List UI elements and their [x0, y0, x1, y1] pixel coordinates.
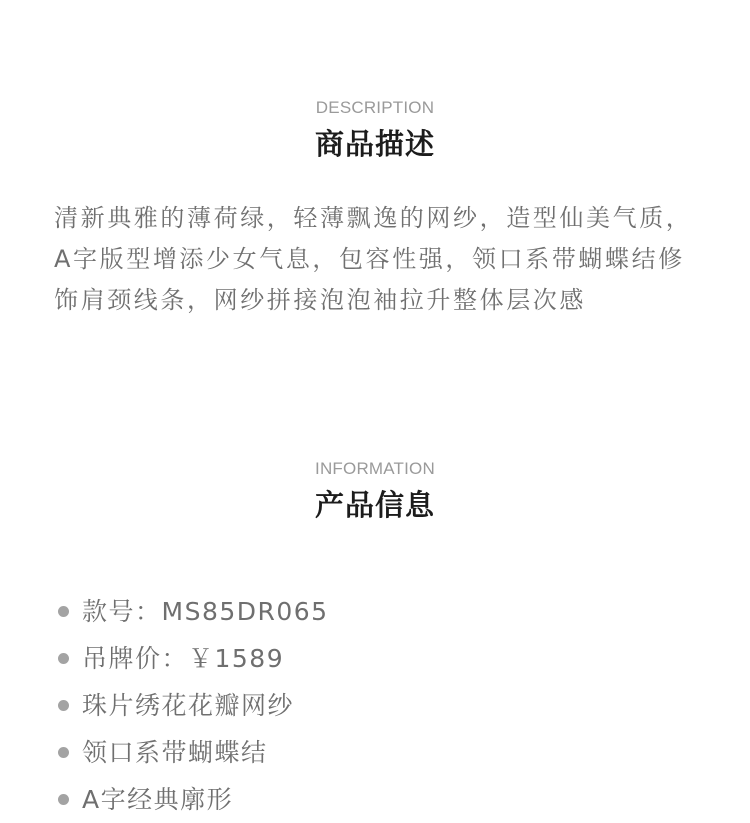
info-item-text: 领口系带蝴蝶结 [82, 738, 268, 767]
bullet-dot-icon [58, 794, 69, 805]
description-eyebrow: DESCRIPTION [315, 98, 435, 117]
info-item-text: A字经典廓形 [82, 785, 234, 814]
info-item-style-number [58, 588, 329, 635]
info-item-text: 款号：MS85DR065 [82, 597, 329, 626]
information-eyebrow: INFORMATION [315, 459, 435, 478]
product-info-list [58, 588, 329, 823]
info-item-text: 珠片绣花花瓣网纱 [82, 691, 295, 720]
info-item-fabric [58, 682, 329, 729]
information-title: 产品信息 [314, 488, 435, 522]
bullet-dot-icon [58, 653, 69, 664]
info-item-tag-price [58, 635, 329, 682]
bullet-dot-icon [58, 700, 69, 711]
description-text: 清新典雅的薄荷绿，轻薄飘逸的网纱，造型仙美气质，A字版型增添少女气息，包容性强，领口系带蝴蝶结修饰肩颈线条，网纱拼接泡泡袖拉升整体层次感 [54, 204, 693, 314]
bullet-dot-icon [58, 747, 69, 758]
info-item-collar [58, 729, 329, 776]
description-title: 商品描述 [314, 127, 435, 161]
info-item-text: 吊牌价：￥1589 [82, 644, 285, 673]
info-item-silhouette [58, 776, 329, 823]
bullet-dot-icon [58, 606, 69, 617]
